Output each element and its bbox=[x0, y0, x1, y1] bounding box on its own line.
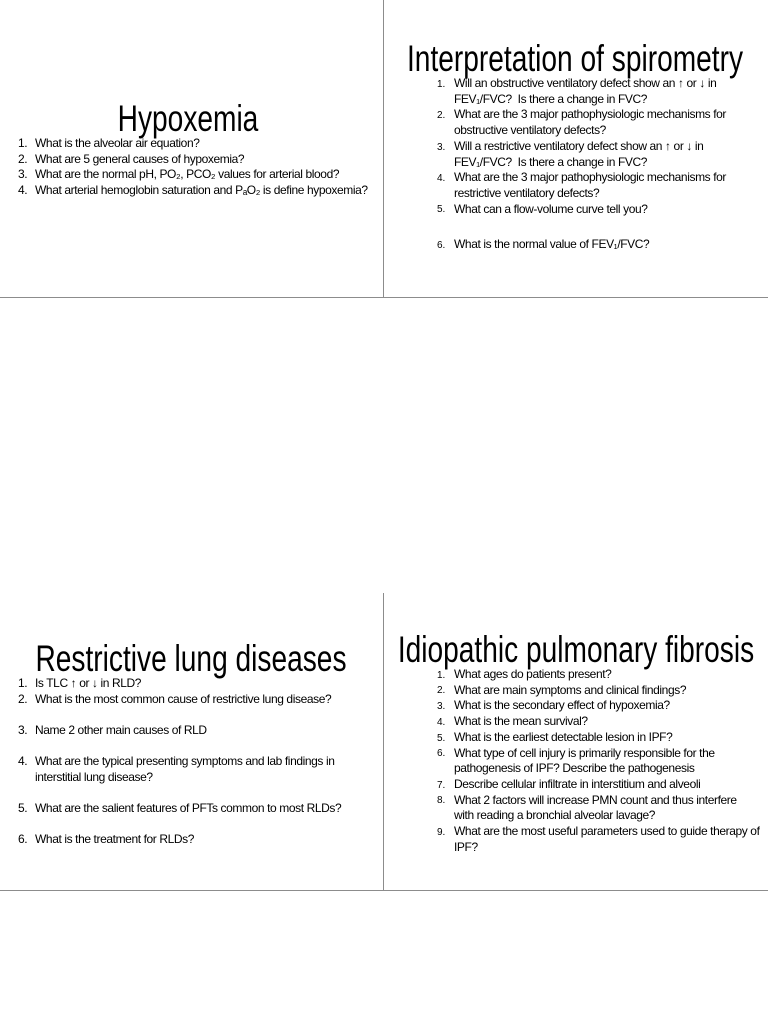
question-number: 3. bbox=[18, 722, 28, 737]
question-number: 9. bbox=[437, 826, 446, 838]
question-number: 2. bbox=[437, 110, 446, 122]
question-text: What are the normal pH, PO₂, PCO₂ values for arterial blood? bbox=[35, 167, 340, 182]
slide-interpretation-of-spirometry bbox=[384, 0, 768, 297]
question-text: Will a restrictive ventilatory defect show an ↑ or ↓ in FEV₁/FVC? Is there a change in FVC? bbox=[454, 138, 704, 169]
question-number: 5. bbox=[437, 204, 446, 216]
question-text: What can a flow-volume curve tell you? bbox=[454, 201, 648, 216]
question-number: 2. bbox=[18, 691, 28, 706]
slide-title: Interpretation of spirometry bbox=[406, 38, 744, 79]
slide-restrictive-lung-diseases bbox=[0, 593, 383, 890]
question-list bbox=[18, 136, 368, 199]
question-text: What is the alveolar air equation? bbox=[35, 136, 200, 150]
question-number: 5. bbox=[18, 801, 28, 816]
question-item bbox=[437, 237, 726, 253]
question-item bbox=[18, 183, 368, 199]
question-number: 4. bbox=[437, 716, 446, 728]
question-number: 6. bbox=[18, 832, 28, 847]
question-text: What are the 3 major pathophysiologic mechanisms for obstructive ventilatory defects? bbox=[454, 107, 727, 138]
question-item bbox=[18, 152, 368, 168]
question-text: Will an obstructive ventilatory defect show an ↑ or ↓ in FEV₁/FVC? Is there a change in FVC? bbox=[454, 76, 717, 106]
question-list bbox=[437, 76, 726, 253]
question-number: 3. bbox=[18, 167, 28, 182]
question-number: 1. bbox=[437, 78, 446, 90]
question-list bbox=[18, 676, 341, 848]
question-number: 1. bbox=[18, 676, 28, 690]
divider-horizontal-bottom bbox=[0, 890, 768, 891]
question-number: 8. bbox=[437, 795, 446, 807]
slide-idiopathic-pulmonary-fibrosis bbox=[384, 593, 768, 890]
question-text: What are the most useful parameters used to guide therapy of IPF? bbox=[454, 824, 760, 854]
question-item bbox=[437, 698, 760, 714]
slide-hypoxemia bbox=[0, 0, 383, 297]
question-text: What are the salient features of PFTs common to most RLDs? bbox=[35, 801, 342, 816]
question-number: 7. bbox=[437, 779, 446, 791]
question-text: What type of cell injury is primarily responsible for the pathogenesis of IPF? Describe the pathogenesis bbox=[454, 745, 715, 776]
question-item bbox=[18, 167, 368, 183]
question-item bbox=[18, 801, 341, 817]
question-number: 5. bbox=[437, 732, 446, 744]
question-item bbox=[18, 754, 341, 785]
question-text: What are the typical presenting symptoms and lab findings in interstitial lung disease? bbox=[35, 754, 335, 784]
question-item bbox=[437, 777, 760, 793]
question-item bbox=[18, 692, 341, 708]
question-number: 2. bbox=[18, 151, 28, 166]
question-number: 1. bbox=[18, 136, 28, 150]
question-text: Name 2 other main causes of RLD bbox=[35, 722, 207, 737]
question-item bbox=[437, 824, 760, 855]
slide-title: Hypoxemia bbox=[117, 98, 258, 139]
question-number: 4. bbox=[18, 754, 28, 769]
question-text: What is the mean survival? bbox=[454, 714, 588, 729]
question-item bbox=[437, 714, 760, 730]
question-item bbox=[437, 139, 726, 170]
question-number: 4. bbox=[18, 183, 28, 198]
question-item bbox=[18, 676, 341, 692]
question-item bbox=[437, 683, 760, 699]
question-number: 6. bbox=[437, 240, 446, 252]
question-text: What is the secondary effect of hypoxemia? bbox=[454, 698, 670, 713]
question-item bbox=[18, 136, 368, 152]
question-number: 3. bbox=[437, 701, 446, 713]
question-item bbox=[18, 832, 341, 848]
question-list bbox=[437, 667, 760, 855]
question-item bbox=[437, 202, 726, 218]
question-item bbox=[437, 667, 760, 683]
question-number: 4. bbox=[437, 172, 446, 184]
question-number: 2. bbox=[437, 685, 446, 697]
question-text: What ages do patients present? bbox=[454, 667, 612, 681]
question-text: What is the earliest detectable lesion in IPF? bbox=[454, 729, 673, 744]
divider-horizontal-top bbox=[0, 297, 768, 298]
question-text: Describe cellular infiltrate in interstitium and alveoli bbox=[454, 776, 701, 791]
question-item bbox=[437, 170, 726, 201]
question-text: What are main symptoms and clinical findings? bbox=[454, 682, 687, 697]
question-text: Is TLC ↑ or ↓ in RLD? bbox=[35, 676, 142, 690]
question-number: 3. bbox=[437, 141, 446, 153]
question-item bbox=[18, 723, 341, 739]
question-text: What is the normal value of FEV₁/FVC? bbox=[454, 237, 650, 252]
slide-title: Restrictive lung diseases bbox=[34, 638, 347, 679]
question-item bbox=[437, 793, 760, 824]
question-item bbox=[437, 107, 726, 138]
question-item bbox=[437, 730, 760, 746]
question-text: What are the 3 major pathophysiologic mechanisms for restrictive ventilatory defects? bbox=[454, 170, 727, 200]
question-text: What arterial hemoglobin saturation and PₐO₂ is define hypoxemia? bbox=[35, 183, 368, 198]
question-number: 6. bbox=[437, 748, 446, 760]
question-text: What are 5 general causes of hypoxemia? bbox=[35, 151, 245, 166]
question-text: What 2 factors will increase PMN count and thus interfere with reading a bronchial alveolar lavage? bbox=[454, 792, 737, 823]
question-item bbox=[437, 746, 760, 777]
divider-vertical-top bbox=[383, 0, 384, 297]
question-item bbox=[437, 76, 726, 107]
divider-vertical-bottom bbox=[383, 593, 384, 890]
question-text: What is the most common cause of restrictive lung disease? bbox=[35, 691, 332, 706]
question-text: What is the treatment for RLDs? bbox=[35, 832, 194, 847]
question-number: 1. bbox=[437, 669, 446, 681]
slide-title: Idiopathic pulmonary fibrosis bbox=[397, 629, 754, 670]
